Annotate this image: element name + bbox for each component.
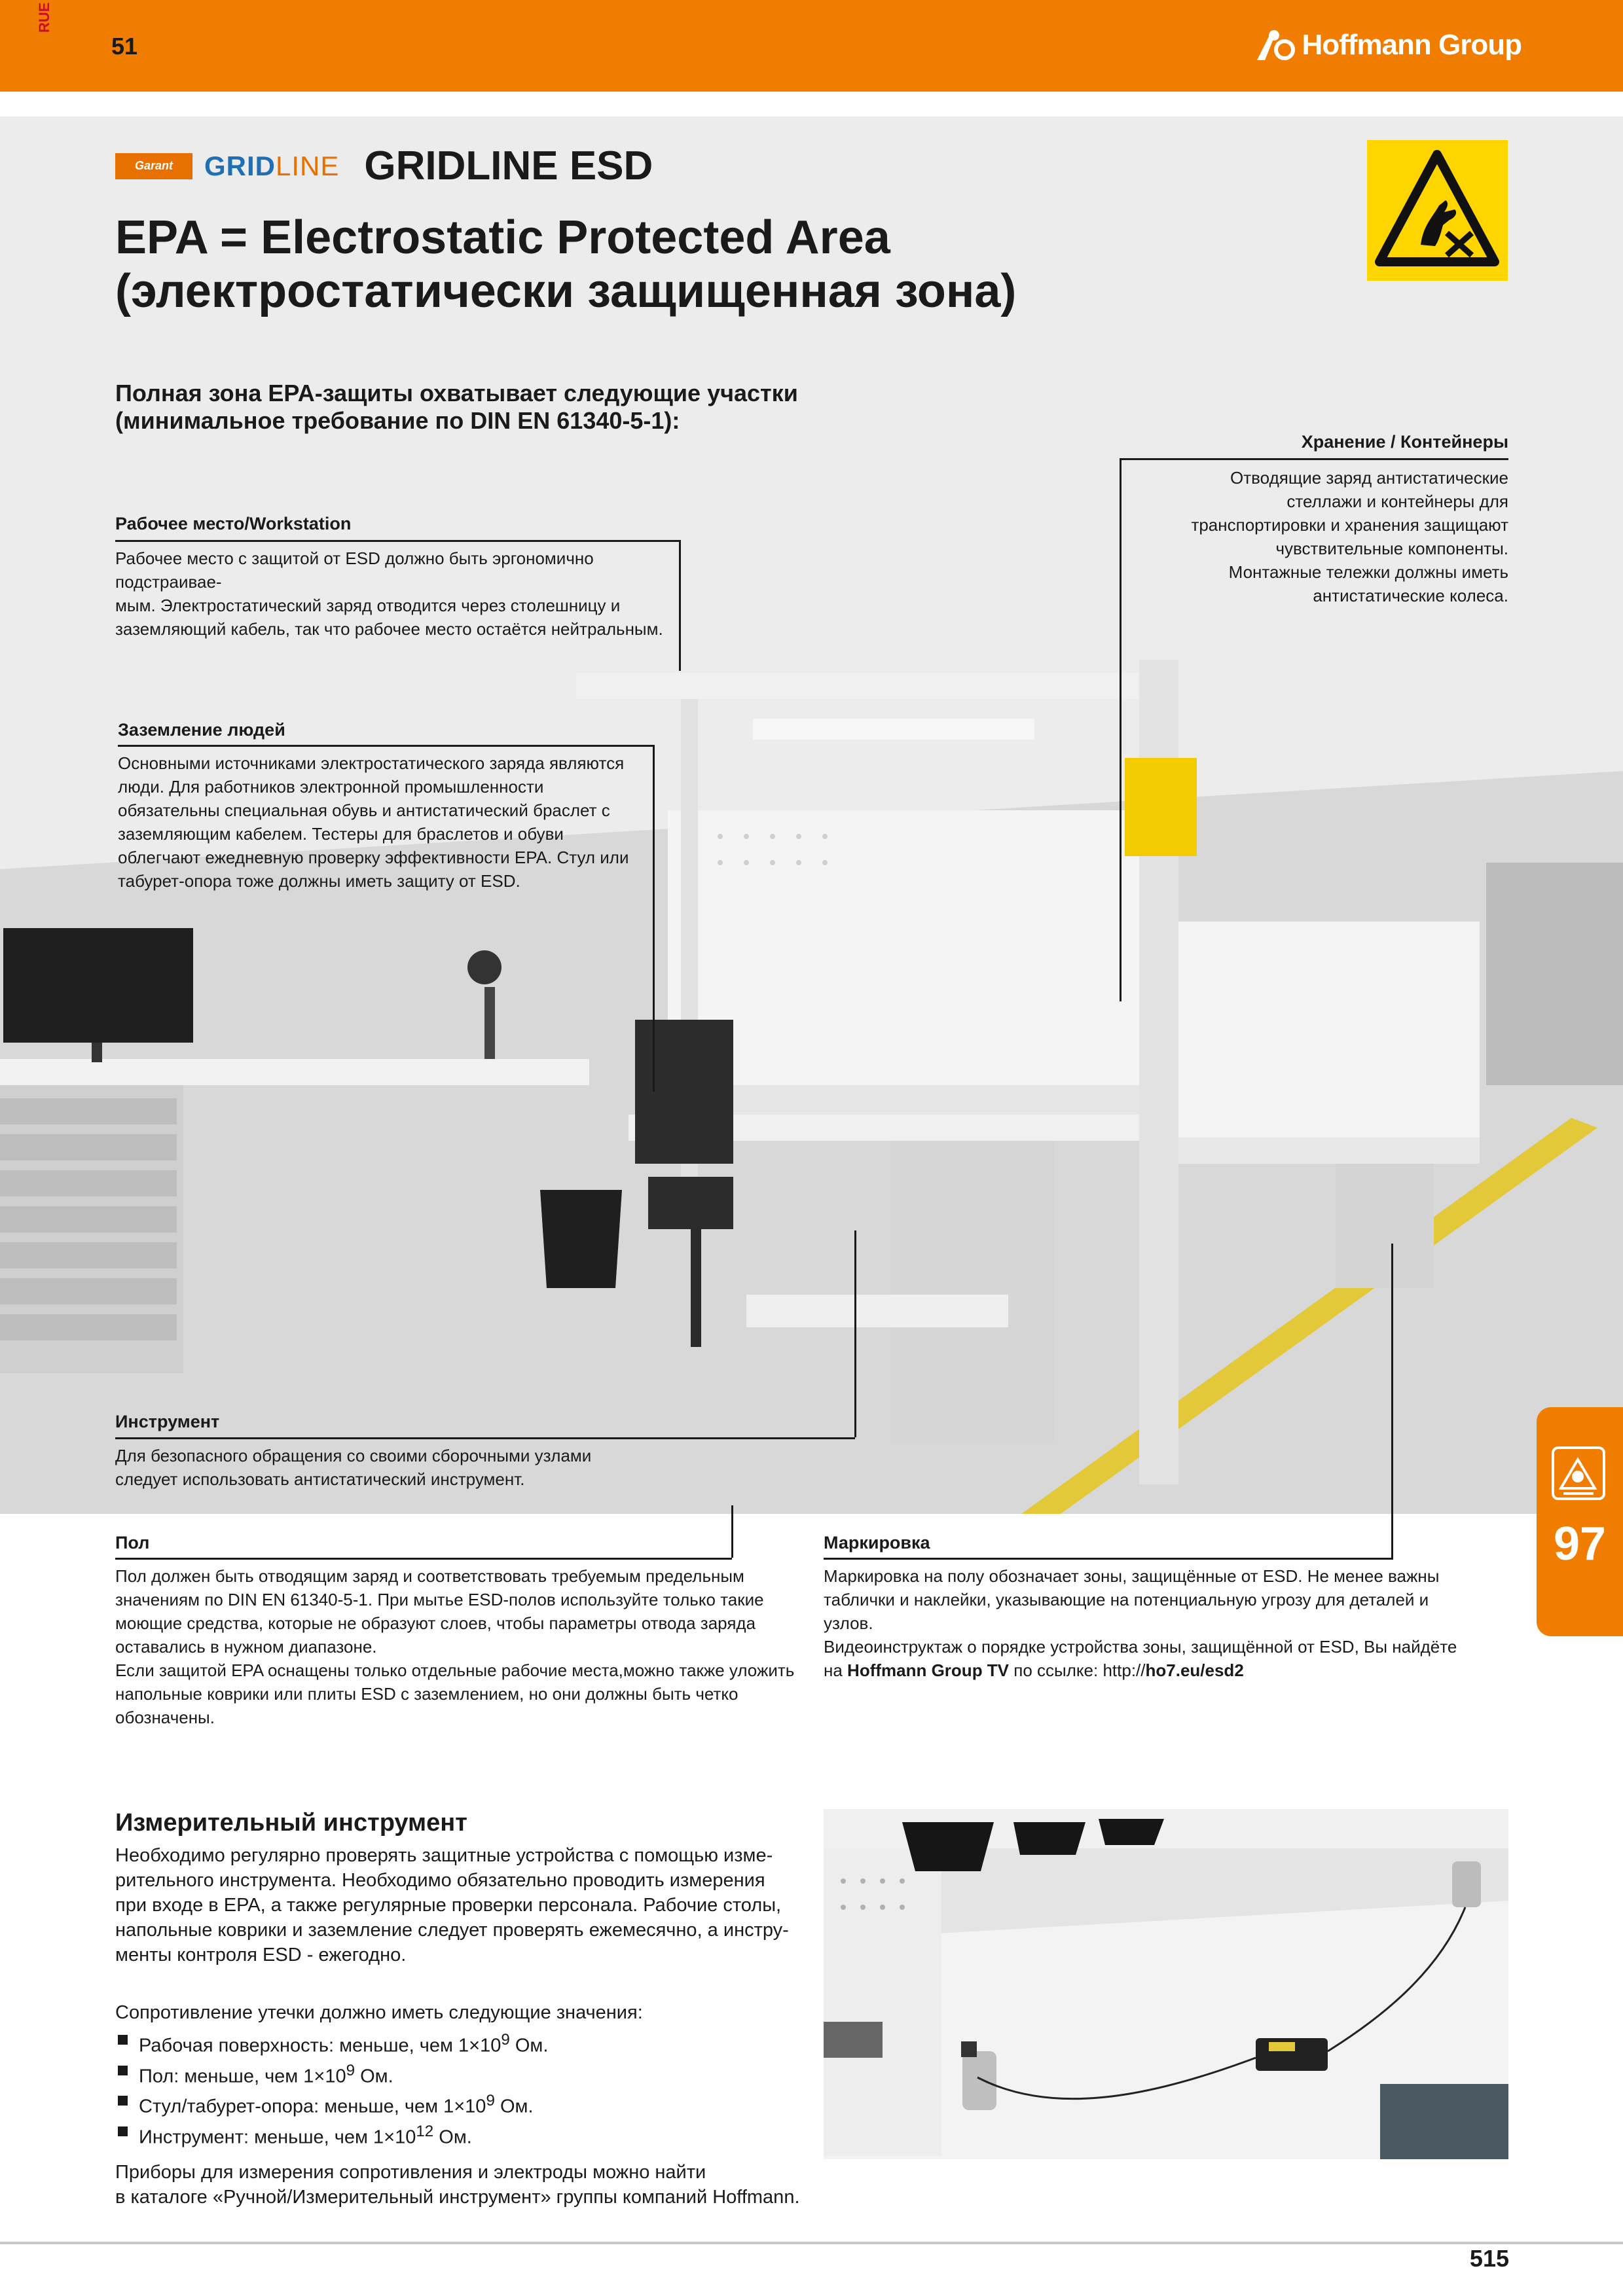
callout-storage-heading: Хранение / Контейнеры (1301, 432, 1508, 452)
resistance-list (115, 2028, 809, 2150)
callout-tools-heading: Инструмент (115, 1412, 220, 1431)
list-item (115, 2089, 809, 2119)
list-item (115, 2119, 809, 2150)
callout-floor-heading: Пол (115, 1533, 150, 1552)
text-line: таблички и наклейки, указывающие на потенциальную угрозу для деталей и (824, 1590, 1429, 1609)
page-number: 515 (1469, 2245, 1509, 2272)
text-line: заземляющим кабелем. Тестеры для браслетов и обуви (118, 824, 564, 844)
text-line: обязательны специальная обувь и антистатический браслет с (118, 800, 610, 820)
exponent: 9 (501, 2031, 510, 2049)
text-fragment: Рабочая поверхность: меньше, чем 1×10 (139, 2035, 501, 2056)
leader-line (115, 1437, 855, 1439)
leader-line (731, 1505, 733, 1558)
text-line: чувствительные компоненты. (1275, 539, 1508, 558)
esd-video-link[interactable]: ho7.eu/esd2 (1145, 1660, 1244, 1680)
text-fragment: по ссылке: http:// (1009, 1660, 1146, 1680)
callout-workstation-text (115, 547, 704, 641)
text-line: Маркировка на полу обозначает зоны, защищённые от ESD. Не менее важны (824, 1566, 1440, 1586)
text-fragment: Ом. (355, 2066, 393, 2087)
text-line: следует использовать антистатический инструмент. (115, 1469, 525, 1489)
text-line: значениям по DIN EN 61340-5-1. При мытье ESD-полов используйте только такие (115, 1590, 764, 1609)
garant-logo: Garant (115, 153, 192, 179)
leader-line (1391, 1244, 1393, 1558)
logo-text: Hoffmann Group (1302, 29, 1522, 61)
callout-storage-text (1113, 466, 1508, 607)
text-line: напольные коврики или плиты ESD с заземлением, но они должны быть четко (115, 1684, 739, 1704)
text-fragment: Ом. (494, 2096, 534, 2117)
text-line: Основными источниками электростатического заряда являются (118, 753, 625, 773)
intro-line-2: (минимальное требование по DIN EN 61340-5-1): (115, 407, 680, 434)
leader-line (1120, 458, 1508, 460)
esd-warning-icon (1367, 140, 1508, 281)
intro-text (115, 380, 966, 435)
chapter-number: 97 (1553, 1518, 1607, 1570)
text-fragment: Стул/табурет-опора: меньше, чем 1×10 (139, 2096, 486, 2117)
text-line: Если защитой EPA оснащены только отдельные рабочие места,можно также уложить (115, 1660, 795, 1680)
measuring-paragraph (115, 1843, 809, 1967)
measuring-tools-icon (1552, 1446, 1605, 1500)
video-link-line (824, 1659, 1491, 1682)
text-line: обозначены. (115, 1708, 215, 1727)
leader-line (824, 1558, 1393, 1560)
text-line: люди. Для работников электронной промышленности (118, 777, 544, 797)
callout-grounding-text (118, 751, 642, 893)
callout-floor-text (115, 1564, 809, 1729)
leader-line (854, 1230, 856, 1437)
text-line: облегчают ежедневную проверку эффективности EPA. Стул или (118, 848, 629, 867)
text-fragment: Инструмент: меньше, чем 1×10 (139, 2126, 416, 2148)
exponent: 9 (346, 2061, 356, 2079)
brand-title: GRIDLINE ESD (364, 143, 653, 188)
exponent: 12 (416, 2122, 434, 2140)
hoffmann-tv-label: Hoffmann Group TV (847, 1660, 1010, 1680)
footer-divider (0, 2242, 1623, 2244)
gridline-logo-part-b: LINE (276, 150, 340, 181)
text-fragment: Ом. (433, 2126, 472, 2148)
measuring-outro (115, 2160, 822, 2210)
callout-marking-text (824, 1564, 1491, 1682)
text-line: моющие средства, которые не образуют слоев, чтобы параметры отвода заряда (115, 1613, 756, 1633)
measurement-illustration (824, 1809, 1508, 2159)
page-header (0, 0, 1623, 92)
list-item (115, 2058, 809, 2089)
text-line: в каталоге «Ручной/Измерительный инструмент» группы компаний Hoffmann. (115, 2187, 800, 2208)
intro-line-1: Полная зона EPA-защиты охватывает следующие участки (115, 380, 798, 406)
language-code: RUE (36, 2, 52, 33)
leader-line (115, 1558, 732, 1560)
text-line: менты контроля ESD - ежегодно. (115, 1945, 407, 1965)
leader-line (115, 540, 680, 542)
title-line-1: EPA = Electrostatic Protected Area (115, 211, 890, 264)
hoffmann-logo[interactable] (1256, 29, 1522, 62)
callout-grounding-heading: Заземление людей (118, 720, 285, 740)
text-fragment: на (824, 1660, 848, 1680)
callout-workstation-heading: Рабочее место/Workstation (115, 514, 352, 533)
text-line: при входе в EPA, а также регулярные проверки персонала. Рабочие столы, (115, 1895, 782, 1916)
gridline-logo (204, 151, 339, 182)
measuring-title: Измерительный инструмент (115, 1809, 467, 1837)
text-line: заземляющий кабель, так что рабочее место остаётся нейтральным. (115, 619, 663, 639)
hoffmann-logo-icon (1256, 29, 1295, 62)
exponent: 9 (486, 2092, 495, 2110)
text-line: Пол должен быть отводящим заряд и соответствовать требуемым предельным (115, 1566, 744, 1586)
leader-line (118, 745, 653, 747)
leak-intro: Сопротивление утечки должно иметь следующие значения: (115, 2002, 643, 2023)
text-line: Для безопасного обращения со своими сборочными узлами (115, 1446, 592, 1465)
page-title (115, 211, 1097, 318)
text-fragment: Пол: меньше, чем 1×10 (139, 2066, 346, 2087)
text-line: Рабочее место с защитой от ESD должно быть эргономично подстраивае- (115, 548, 594, 592)
text-line: напольные коврики и заземление следует проверять ежемесячно, а инстру- (115, 1920, 789, 1941)
text-line: Приборы для измерения сопротивления и электроды можно найти (115, 2162, 706, 2183)
text-line: стеллажи и контейнеры для (1286, 492, 1508, 511)
title-line-2: (электростатически защищенная зона) (115, 265, 1017, 317)
section-number: 51 (111, 33, 138, 60)
text-line: оставались в нужном диапазоне. (115, 1637, 377, 1657)
callout-tools-text (115, 1444, 704, 1491)
text-line: антистатические колеса. (1313, 586, 1508, 605)
list-item (115, 2028, 809, 2058)
text-line: транспортировки и хранения защищают (1191, 515, 1508, 535)
text-line: Монтажные тележки должны иметь (1228, 562, 1508, 582)
text-line: мым. Электростатический заряд отводится через столешницу и (115, 596, 621, 615)
brand-row (115, 143, 653, 189)
text-line: табурет-опора тоже должны иметь защиту от ESD. (118, 871, 520, 891)
text-line: узлов. (824, 1613, 873, 1633)
gridline-logo-part-a: GRID (204, 150, 276, 181)
text-line: Видеоинструктаж о порядке устройства зоны, защищённой от ESD, Вы найдёте (824, 1637, 1457, 1657)
esd-measurement-photo (824, 1809, 1508, 2159)
text-line: Необходимо регулярно проверять защитные устройства с помощью изме- (115, 1845, 773, 1866)
leader-line (653, 745, 655, 1092)
text-line: рительного инструмента. Необходимо обязательно проводить измерения (115, 1870, 765, 1891)
text-line: Отводящие заряд антистатические (1230, 468, 1508, 488)
callout-marking-heading: Маркировка (824, 1533, 930, 1552)
text-fragment: Ом. (509, 2035, 549, 2056)
